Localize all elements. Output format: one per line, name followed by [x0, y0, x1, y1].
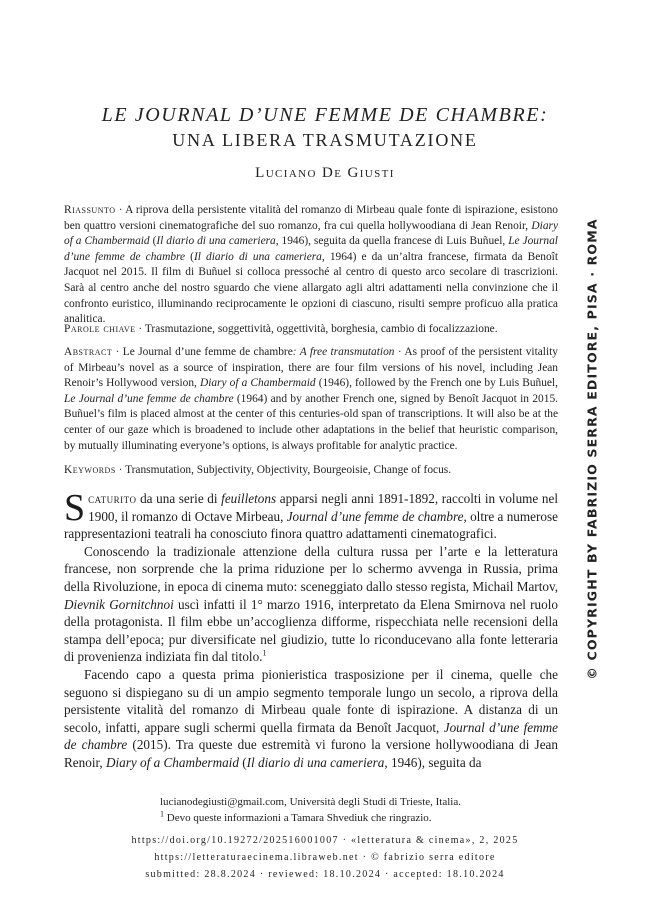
- footnote-ref[interactable]: 1: [262, 648, 267, 658]
- article-body: [64, 487, 559, 772]
- footnote-1: $^1$ Devo queste informazioni a Tamara Shvediuk che ringrazio.: [160, 809, 432, 824]
- article-title: [0, 104, 650, 127]
- article-author: Luciano De Giusti: [255, 165, 395, 181]
- title-main: LE JOURNAL D’UNE FEMME DE CHAMBRE: [101, 104, 541, 126]
- copyright-sidebar: [582, 214, 602, 684]
- copyright-text: © COPYRIGHT BY FABRIZIO SERRA EDITORE, PISA · ROMA: [584, 218, 600, 680]
- abstract-label: Abstract: [64, 346, 113, 358]
- keywords-label: Keywords: [64, 464, 116, 476]
- footer-doi: https://doi.org/10.19272/202516001007 · «letteratura & cinema», 2, 2025: [131, 835, 519, 846]
- riassunto-label: Riassunto: [64, 204, 116, 216]
- footer-website: https://letteraturaecinema.libraweb.net · © fabrizio serra editore: [154, 852, 496, 863]
- title-colon: :: [540, 104, 549, 126]
- article-subtitle: UNA LIBERA TRASMUTAZIONE: [172, 130, 478, 150]
- keywords-section: Keywords · Transmutation, Subjectivity, Objectivity, Bourgeoisie, Change of focus.: [64, 464, 452, 476]
- body-paragraph: Facendo capo a questa prima pionieristica trasposizione per il cinema, quelle che seguono si dispiegano su di un ampio segmento temporale lungo un secolo, a riprova della persistente vitalità del romanzo di Mirbeau quale fonte di ispirazione. A distanza di un secolo, infatti, appare sugli schermi quella firmata da Benoît Jacquot, Journal d’une femme de chambre (2015). Tra queste due estremità vi furono la versione hollywoodiana di Jean Renoir, Diary of a Chambermaid (Il diario di una cameriera, 1946), seguita da: [64, 666, 558, 770]
- drop-cap: S: [64, 487, 86, 529]
- riassunto-section: Riassunto · A riprova della persistente vitalità del romanzo di Mirbeau quale fonte di ispirazione, esistono ben quattro versioni cinematografiche del suo romanzo, fra cui quella hollywoodiana di Jean Renoir, Diary of a Chambermaid (Il diario di una cameriera, 1946), seguita da quella francese di Luis Buñuel, Le Journal d’une femme de chambre (Il diario di una cameriera, 1964) e da un’altra francese, firmata da Benoît Jacquot nel 2015. Il film di Buñuel si colloca pressoché al centro di questo arco secolare di trascrizioni. Sarà al centro anche del nostro sguardo che viene allargato agli altri adattamenti nella convinzione che il confronto euristico, illuminando reciprocamente le opzioni di ciascuno, risulti sempre proficuo alla pratica analitica.: [64, 204, 558, 326]
- footnotes: [64, 794, 558, 826]
- author-contact: lucianodegiusti@gmail.com, Università degli Studi di Trieste, Italia.: [160, 796, 461, 808]
- parole-chiave-label: Parole chiave: [64, 323, 136, 335]
- footer-dates: submitted: 28.8.2024 · reviewed: 18.10.2024 · accepted: 18.10.2024: [145, 869, 505, 880]
- body-paragraph: Conoscendo la tradizionale attenzione della cultura russa per l’arte e la letteratura francese, non sorprende che la prima riduzione per lo schermo avvenga in Russia, prima della Rivoluzione, in epoca di cinema muto: sceneggiato dallo stesso regista, Michail Martov, Dievnik Gornitchnoi uscì infatti il 1° marzo 1916, interpretato da Elena Smirnova nel ruolo della protagonista. Il film ebbe un’accoglienza difforme, rispecchiata nelle recensioni della stampa dell’epoca; pur diversificate nel giudizio, tutte lo riconducevano alla fonte letteraria di provenienza indiziata fin dal titolo.$^1$: [64, 543, 558, 665]
- body-paragraph: Scaturito da una serie di feuilletons apparsi negli anni 1891-1892, raccolti in volume nel 1900, il romanzo di Octave Mirbeau, Journal d’une femme de chambre, oltre a numerose rappresentazioni teatrali ha conosciuto finora quattro adattamenti cinematografici.: [64, 487, 559, 542]
- abstract-section: Abstract · Le Journal d’une femme de chambre: A free transmutation · As proof of the persistent vitality of Mirbeau’s novel as a source of inspiration, there are four film versions of his novel, including Jean Renoir’s Hollywood version, Diary of a Chambermaid (1946), followed by the French one by Luis Buñuel, Le Journal d’une femme de chambre (1964) and by another French one, signed by Benoît Jacquot in 2015. Buñuel’s film is placed almost at the center of this centuries-old span of transcriptions. It will also be at the center of our gaze which is broadened to include other adaptations in the belief that heuristic comparison, by mutually illuminating everyone’s options, is always profitable for analytic practice.: [64, 346, 558, 452]
- parole-chiave-section: Parole chiave · Trasmutazione, soggettività, oggettività, borghesia, cambio di focalizzazione.: [64, 323, 498, 335]
